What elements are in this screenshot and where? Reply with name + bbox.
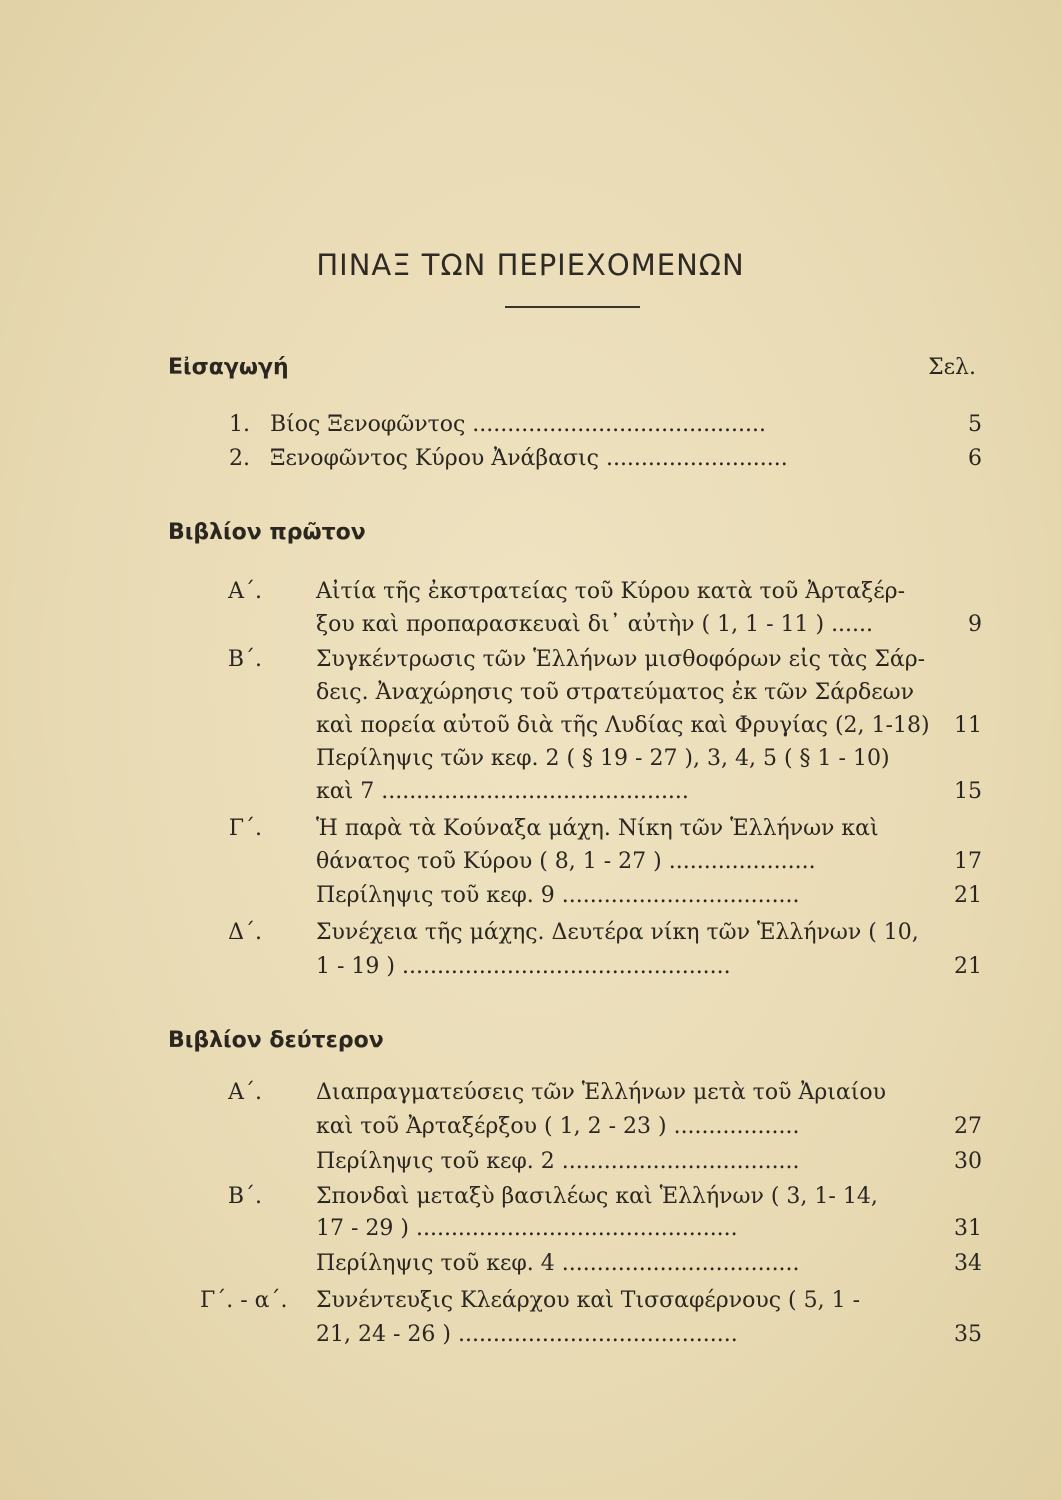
toc-row: [0, 950, 1061, 984]
toc-row-text: 1 - 19 ) ...............................................: [316, 954, 731, 979]
toc-row-page: 9: [968, 612, 982, 637]
toc-row-number: Β΄.: [227, 1184, 262, 1209]
toc-row: [0, 408, 1061, 442]
toc-row-page: 34: [954, 1251, 982, 1276]
toc-row-text: Ξενοφῶντος Κύρου Ἀνάβασις ..........................: [270, 446, 788, 471]
toc-row: [0, 1318, 1061, 1352]
toc-row-page: 27: [954, 1114, 982, 1139]
toc-row-page: 30: [954, 1149, 982, 1174]
toc-row-number: Α΄.: [228, 1080, 262, 1105]
section-heading-book-one: Βιβλίον πρῶτον: [168, 520, 366, 545]
toc-row: [0, 1180, 1061, 1214]
toc-row-number: Β΄.: [227, 647, 262, 672]
toc-row: [0, 709, 1061, 743]
toc-row: [0, 1212, 1061, 1246]
toc-row-page: 6: [968, 446, 982, 471]
toc-row: [0, 812, 1061, 846]
toc-row-number: Γ΄.: [228, 816, 262, 841]
toc-row-text: Περίληψις τῶν κεφ. 2 ( § 19 - 27 ), 3, 4, 5 ( § 1 - 10): [316, 746, 890, 771]
toc-row: [0, 1110, 1061, 1144]
toc-row-text: Συνέχεια τῆς μάχης. Δευτέρα νίκη τῶν Ἑλλήνων ( 10,: [316, 920, 919, 945]
toc-row: [0, 775, 1061, 809]
toc-row-page: 15: [954, 779, 982, 804]
toc-row: [0, 1284, 1061, 1318]
toc-row-page: 11: [954, 713, 982, 738]
toc-row-page: 17: [954, 849, 982, 874]
toc-row-text: δεις. Ἀναχώρησις τοῦ στρατεύματος ἐκ τῶν Σάρδεων: [316, 680, 914, 705]
toc-row-number: 2.: [229, 446, 250, 471]
section-heading-introduction: Εἰσαγωγή: [168, 355, 289, 380]
toc-row-text: Ἡ παρὰ τὰ Κούναξα μάχη. Νίκη τῶν Ἑλλήνων καὶ: [316, 816, 879, 841]
toc-row: [0, 643, 1061, 677]
toc-row: [0, 742, 1061, 776]
toc-row-text: 17 - 29 ) ..............................................: [316, 1216, 738, 1241]
toc-row-text: Σπονδαὶ μεταξὺ βασιλέως καὶ Ἑλλήνων ( 3, 1- 14,: [316, 1184, 878, 1209]
toc-row-text: θάνατος τοῦ Κύρου ( 8, 1 - 27 ) .....................: [316, 849, 816, 874]
title-divider: [505, 306, 640, 308]
toc-row: [0, 575, 1061, 609]
toc-row-text: ξου καὶ προπαρασκευαὶ δι᾽ αὐτὴν ( 1, 1 - 11 ) ......: [316, 612, 874, 637]
toc-row: [0, 1145, 1061, 1179]
toc-row: [0, 1076, 1061, 1110]
toc-row-text: καὶ 7 ............................................: [316, 779, 689, 804]
toc-row-number: Δ΄.: [228, 920, 262, 945]
toc-row: [0, 442, 1061, 476]
toc-row: [0, 608, 1061, 642]
section-heading-book-two: Βιβλίον δεύτερον: [168, 1028, 384, 1053]
toc-row: [0, 845, 1061, 879]
page-column-label: Σελ.: [928, 355, 976, 380]
toc-row-text: καὶ τοῦ Ἀρταξέρξου ( 1, 2 - 23 ) ..................: [316, 1114, 800, 1139]
toc-row: [0, 879, 1061, 913]
toc-row-number: Γ΄. - α΄.: [200, 1288, 288, 1313]
toc-row-text: 21, 24 - 26 ) ........................................: [316, 1322, 738, 1347]
toc-row-text: καὶ πορεία αὐτοῦ διὰ τῆς Λυδίας καὶ Φρυγίας (2, 1-18): [316, 713, 930, 738]
toc-row-text: Βίος Ξενοφῶντος ..........................................: [270, 412, 767, 437]
toc-row-text: Αἰτία τῆς ἐκστρατείας τοῦ Κύρου κατὰ τοῦ Ἀρταξέρ-: [316, 579, 906, 604]
toc-row-number: Α΄.: [228, 579, 262, 604]
toc-row-text: Συνέντευξις Κλεάρχου καὶ Τισσαφέρνους ( 5, 1 -: [316, 1288, 861, 1313]
toc-row-page: 21: [954, 883, 982, 908]
toc-row-text: Περίληψις τοῦ κεφ. 9 ..................................: [316, 883, 800, 908]
page-title: ΠΙΝΑΞ ΤΩΝ ΠΕΡΙΕΧΟΜΕΝΩΝ: [316, 248, 745, 282]
toc-row: [0, 676, 1061, 710]
toc-row: [0, 1247, 1061, 1281]
toc-row-number: 1.: [229, 412, 250, 437]
toc-row-page: 31: [954, 1216, 982, 1241]
toc-row: [0, 916, 1061, 950]
toc-row-page: 5: [968, 412, 982, 437]
toc-row-text: Συγκέντρωσις τῶν Ἑλλήνων μισθοφόρων εἰς τὰς Σάρ-: [316, 647, 926, 672]
toc-row-text: Περίληψις τοῦ κεφ. 2 ..................................: [316, 1149, 800, 1174]
toc-row-text: Διαπραγματεύσεις τῶν Ἑλλήνων μετὰ τοῦ Ἀριαίου: [316, 1080, 887, 1105]
toc-row-page: 35: [954, 1322, 982, 1347]
toc-row-page: 21: [954, 954, 982, 979]
toc-row-text: Περίληψις τοῦ κεφ. 4 ..................................: [316, 1251, 800, 1276]
